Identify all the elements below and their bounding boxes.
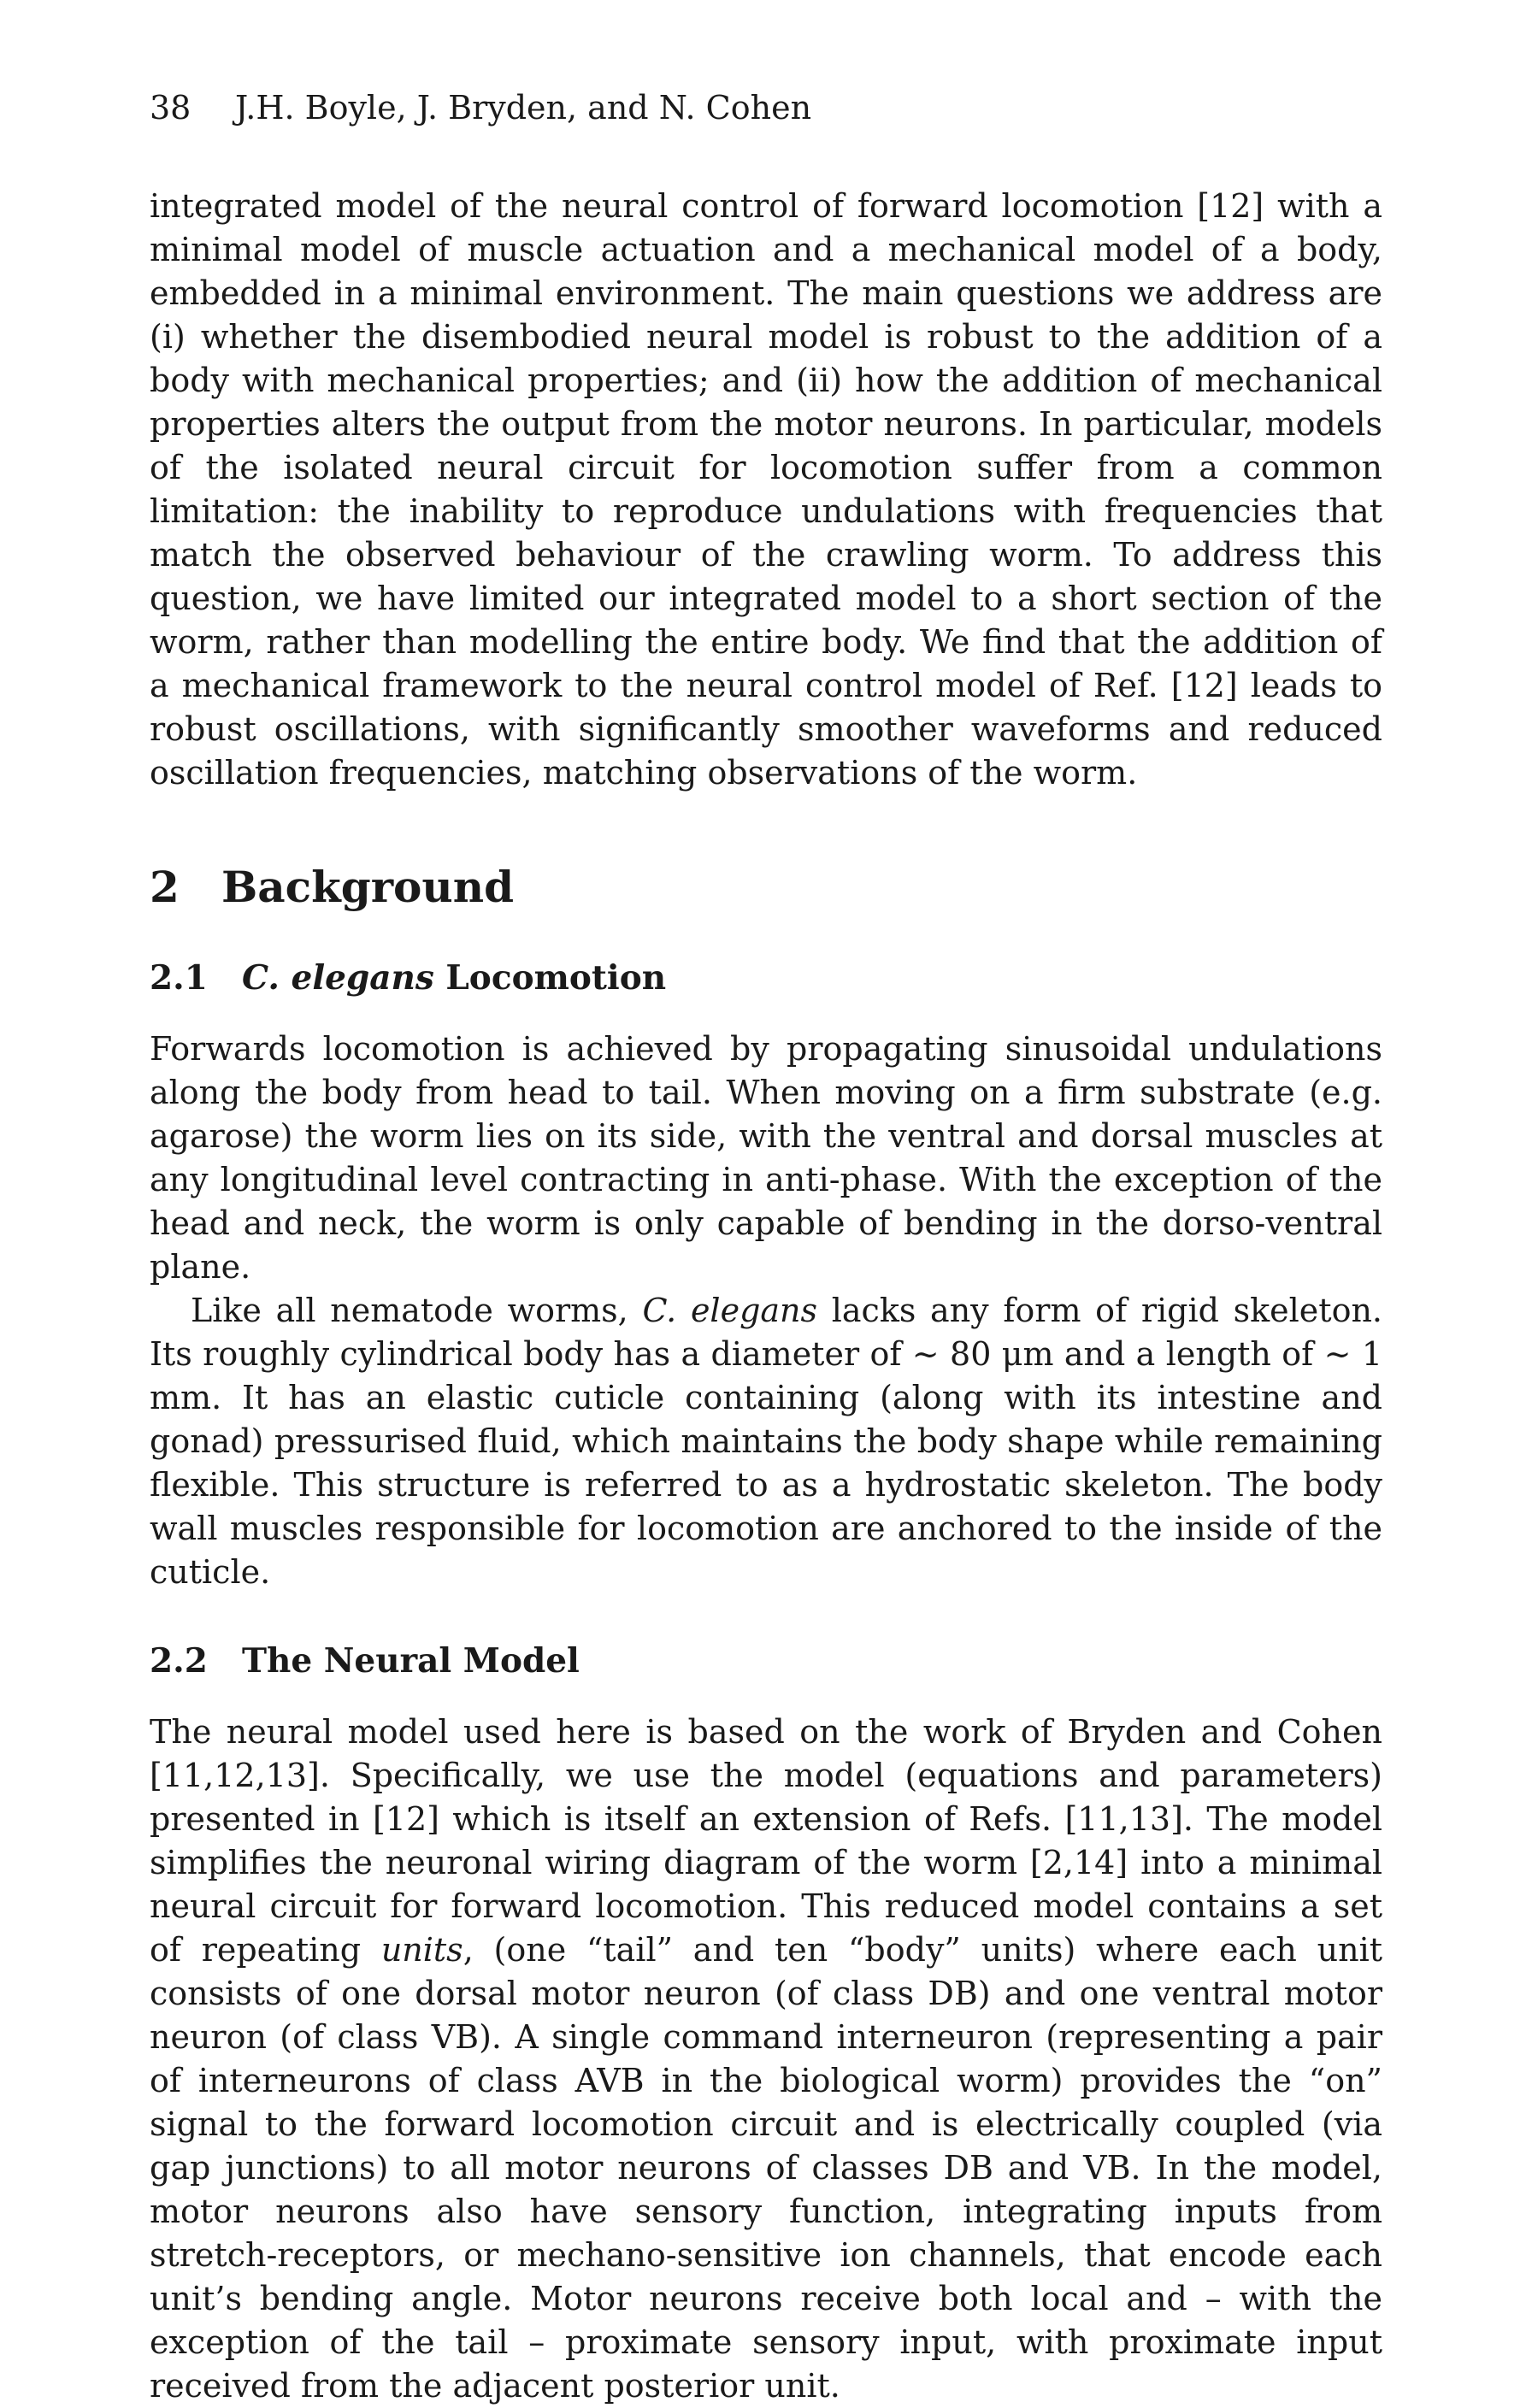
subsection-title-italic: C. elegans	[242, 958, 434, 998]
neural-model-paragraph	[150, 1710, 1382, 2408]
subsection-number: 2.1	[150, 958, 208, 998]
locomotion-paragraph-2	[150, 1289, 1382, 1594]
page-number: 38	[150, 89, 192, 127]
locomotion-paragraph-2-start: Like all nematode worms,	[191, 1292, 643, 1329]
running-head-authors: J.H. Boyle, J. Bryden, and N. Cohen	[235, 89, 812, 127]
locomotion-paragraph-2-rest: lacks any form of rigid skeleton. Its roughly cylindrical body has a diameter of ∼ 80 μm and a length of ∼ 1 mm. It has an elastic cuticle containing (along with its intestine and gonad) pressurised fluid, which maintains the body shape while remaining flexible. This structure is referred to as a hydrostatic skeleton. The body wall muscles responsible for locomotion are anchored to the inside of the cuticle.	[150, 1292, 1382, 1591]
neural-model-paragraph-start: The neural model used here is based on the work of Bryden and Cohen [11,12,13]. Specifically, we use the model (equations and parameters) presented in [12] which is itself an extension of Refs. [11,13]. The model simplifies the neuronal wiring diagram of the worm [2,14] into a minimal neural circuit for forward locomotion. This reduced model contains a set of repeating	[150, 1713, 1382, 1969]
subsection-heading-neural-model	[150, 1639, 1382, 1683]
section-number: 2	[150, 862, 180, 912]
intro-paragraph: integrated model of the neural control of forward locomotion [12] with a minimal model of muscle actuation and a mechanical model of a body, embedded in a minimal environment. The main questions we address are (i) whether the disembodied neural model is robust to the addition of a body with mechanical properties; and (ii) how the addition of mechanical properties alters the output from the motor neurons. In particular, models of the isolated neural circuit for locomotion suffer from a common limitation: the inability to reproduce undulations with frequencies that match the observed behaviour of the crawling worm. To address this question, we have limited our integrated model to a short section of the worm, rather than modelling the entire body. We find that the addition of a mechanical framework to the neural control model of Ref. [12] leads to robust oscillations, with significantly smoother waveforms and reduced oscillation frequencies, matching observations of the worm.	[150, 187, 1382, 792]
subsection-title: The Neural Model	[242, 1641, 580, 1681]
neural-model-paragraph-units: units	[380, 1931, 463, 1969]
subsection-heading-locomotion	[150, 956, 1382, 1000]
subsection-number: 2.2	[150, 1641, 208, 1681]
neural-model-paragraph-rest: , (one “tail” and ten “body” units) where each unit consists of one dorsal motor neuron (of class DB) and one ventral motor neuron (of class VB). A single command interneuron (representing a pair of interneurons of class AVB in the biological worm) provides the “on” signal to the forward locomotion circuit and is electrically coupled (via gap junctions) to all motor neurons of classes DB and VB. In the model, motor neurons also have sensory function, integrating inputs from stretch-receptors, or mechano-sensitive ion channels, that encode each unit’s bending angle. Motor neurons receive both local and – with the exception of the tail – proximate sensory input, with proximate input received from the adjacent posterior unit.	[150, 1931, 1382, 2405]
subsection-title-rest: Locomotion	[433, 958, 667, 998]
page	[150, 85, 1382, 2408]
locomotion-paragraph-1: Forwards locomotion is achieved by propagating sinusoidal undulations along the body from head to tail. When moving on a firm substrate (e.g. agarose) the worm lies on its side, with the ventral and dorsal muscles at any longitudinal level contracting in anti-phase. With the exception of the head and neck, the worm is only capable of bending in the dorso-ventral plane.	[150, 1030, 1382, 1286]
locomotion-paragraph-2-species: C. elegans	[642, 1292, 818, 1329]
section-title: Background	[221, 862, 515, 912]
running-head	[150, 85, 1382, 130]
section-heading-background	[150, 860, 1382, 915]
